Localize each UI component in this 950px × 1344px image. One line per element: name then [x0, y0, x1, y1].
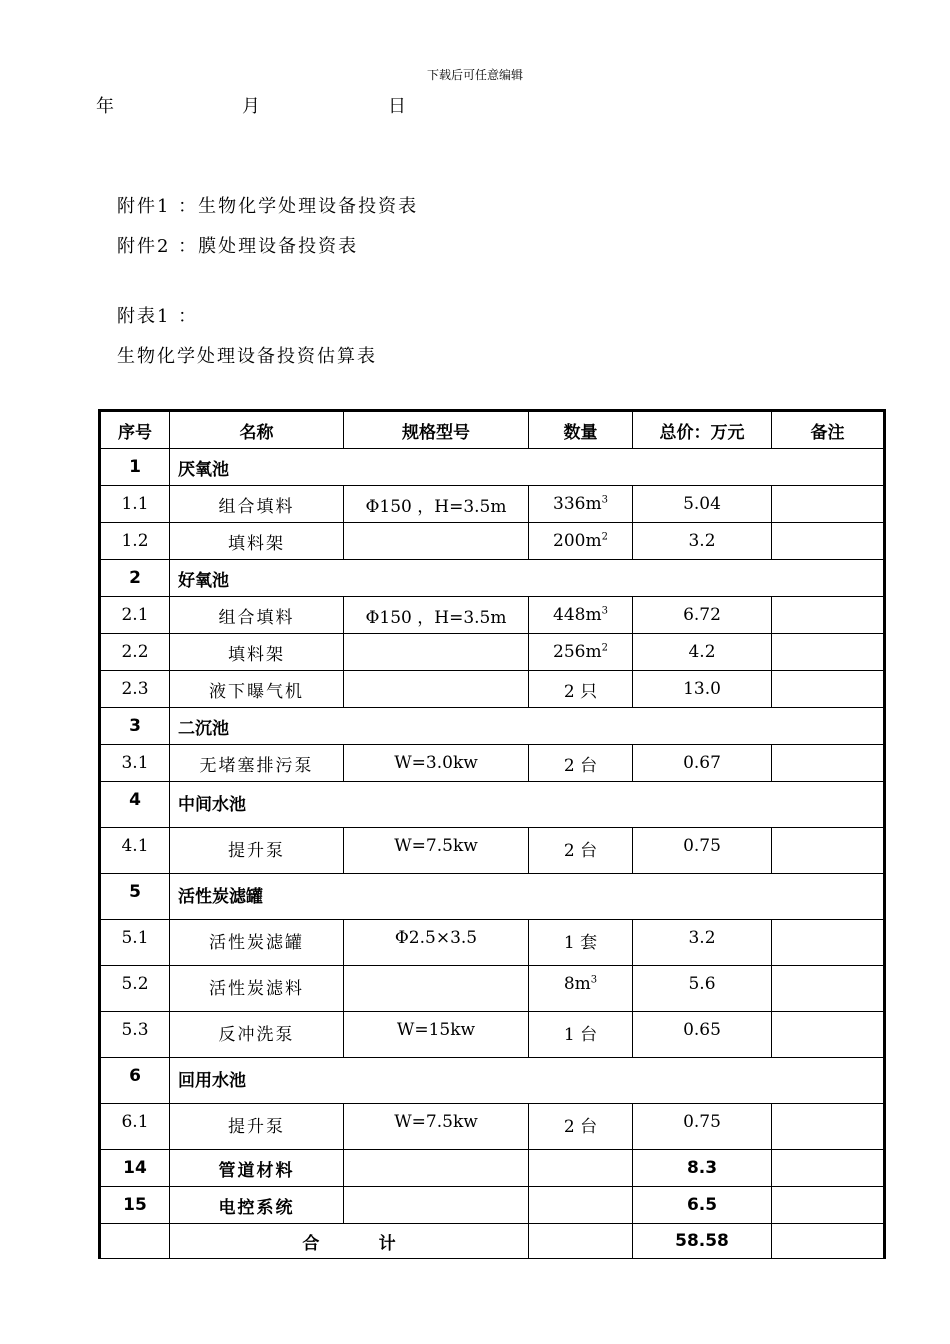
section-name: 二沉池: [170, 708, 885, 745]
table-row: [100, 966, 885, 1012]
table-row: [100, 1150, 885, 1187]
row-number: 2.1: [100, 597, 170, 634]
investment-table: [98, 409, 886, 1259]
row-spec: [344, 523, 529, 560]
row-number: 14: [100, 1150, 170, 1187]
section-number: 3: [100, 708, 170, 745]
row-spec: [344, 966, 529, 1012]
row-name: 填料架: [170, 523, 344, 560]
section-number: 1: [100, 449, 170, 486]
row-name: 电控系统: [170, 1187, 344, 1224]
row-note: [772, 1012, 885, 1058]
row-note: [772, 1104, 885, 1150]
row-spec: Φ150 ，H=3.5m: [344, 486, 529, 523]
appendix-label: 附表1 ：: [117, 306, 199, 327]
row-qty: [529, 671, 633, 708]
section-name: 好氧池: [170, 560, 885, 597]
watermark-text: 下载后可任意编辑: [426, 68, 523, 82]
row-qty-unit-exponent: 2: [601, 531, 608, 543]
row-number: 1.2: [100, 523, 170, 560]
row-number: 6.1: [100, 1104, 170, 1150]
date-month-label: 月: [242, 96, 260, 117]
row-name: 活性炭滤罐: [170, 920, 344, 966]
table-row: [100, 828, 885, 874]
row-note: [772, 486, 885, 523]
row-spec: [344, 671, 529, 708]
row-spec: W=3.0kw: [344, 745, 529, 782]
row-name: 液下曝气机: [170, 671, 344, 708]
row-qty-value: 1 台: [563, 1025, 598, 1045]
table-row: [100, 671, 885, 708]
row-qty-value: 336m: [553, 494, 602, 514]
row-qty-unit-exponent: 3: [601, 494, 608, 506]
table-row: [100, 597, 885, 634]
row-qty: [529, 828, 633, 874]
total-price: 58.58: [633, 1224, 772, 1259]
header-cell-name: 名称: [170, 411, 344, 449]
row-qty: [529, 1187, 633, 1224]
row-note: [772, 671, 885, 708]
row-note: [772, 523, 885, 560]
header-cell-note: 备注: [772, 411, 885, 449]
row-number: 1.1: [100, 486, 170, 523]
header-cell-price: 总价：万元: [633, 411, 772, 449]
total-label: 合 计: [170, 1224, 529, 1259]
row-spec: [344, 634, 529, 671]
table-row: [100, 1012, 885, 1058]
row-price: 8.3: [633, 1150, 772, 1187]
row-qty: [529, 745, 633, 782]
row-qty-value: 2 台: [563, 755, 598, 776]
total-qty-cell: [529, 1224, 633, 1259]
row-note: [772, 745, 885, 782]
row-spec: Φ150 ，H=3.5m: [344, 597, 529, 634]
row-qty-value: 2 只: [563, 681, 598, 702]
row-price: 3.2: [633, 920, 772, 966]
row-qty-unit-exponent: 3: [590, 974, 598, 986]
row-price: 3.2: [633, 523, 772, 560]
row-qty: [529, 634, 633, 671]
row-name: 无堵塞排污泵: [170, 745, 344, 782]
header-cell-qty: 数量: [529, 411, 633, 449]
row-name: 提升泵: [170, 1104, 344, 1150]
row-number: 2.3: [100, 671, 170, 708]
row-spec: W=7.5kw: [344, 828, 529, 874]
row-qty-value: 2 台: [563, 1117, 598, 1137]
row-name: 组合填料: [170, 486, 344, 523]
row-qty-value: 256m: [553, 642, 602, 662]
row-spec: Φ2.5×3.5: [344, 920, 529, 966]
row-price: 4.2: [633, 634, 772, 671]
section-name: 厌氧池: [170, 449, 885, 486]
table-row: [100, 634, 885, 671]
row-number: 4.1: [100, 828, 170, 874]
row-note: [772, 634, 885, 671]
row-price: 0.75: [633, 828, 772, 874]
total-number-cell: [100, 1224, 170, 1259]
section-number: 6: [100, 1058, 170, 1104]
table-header-row: [100, 411, 885, 449]
section-row: [100, 708, 885, 745]
section-row: [100, 1058, 885, 1104]
attachment-2: 附件2 ：膜处理设备投资表: [117, 236, 359, 257]
row-name: 活性炭滤料: [170, 966, 344, 1012]
row-number: 3.1: [100, 745, 170, 782]
row-qty: [529, 1012, 633, 1058]
row-qty: [529, 1150, 633, 1187]
row-note: [772, 828, 885, 874]
row-spec: [344, 1150, 529, 1187]
section-name: 中间水池: [170, 782, 885, 828]
row-price: 5.04: [633, 486, 772, 523]
row-price: 0.75: [633, 1104, 772, 1150]
row-qty-unit-exponent: 3: [601, 605, 608, 617]
row-spec: W=15kw: [344, 1012, 529, 1058]
row-qty: [529, 597, 633, 634]
table-row: [100, 745, 885, 782]
row-note: [772, 1187, 885, 1224]
row-price: 13.0: [633, 671, 772, 708]
table-row: [100, 523, 885, 560]
row-name: 管道材料: [170, 1150, 344, 1187]
row-spec: [344, 1187, 529, 1224]
section-number: 2: [100, 560, 170, 597]
section-name: 回用水池: [170, 1058, 885, 1104]
header-cell-spec: 规格型号: [344, 411, 529, 449]
date-year-label: 年: [96, 96, 114, 117]
row-qty-value: 448m: [553, 605, 602, 625]
row-price: 6.5: [633, 1187, 772, 1224]
total-row: [100, 1224, 885, 1259]
row-qty-value: 8m: [563, 974, 591, 994]
section-number: 4: [100, 782, 170, 828]
header-cell-no: 序号: [100, 411, 170, 449]
section-row: [100, 449, 885, 486]
row-name: 提升泵: [170, 828, 344, 874]
row-qty-value: 2 台: [563, 841, 598, 861]
row-qty-value: 1 套: [563, 933, 598, 953]
section-name: 活性炭滤罐: [170, 874, 885, 920]
date-day-label: 日: [388, 96, 406, 117]
table-title: 生物化学处理设备投资估算表: [117, 346, 377, 367]
attachment-1: 附件1 ：生物化学处理设备投资表: [117, 196, 419, 217]
row-name: 填料架: [170, 634, 344, 671]
row-qty: [529, 523, 633, 560]
section-row: [100, 560, 885, 597]
row-qty: [529, 486, 633, 523]
row-number: 5.3: [100, 1012, 170, 1058]
row-name: 反冲洗泵: [170, 1012, 344, 1058]
row-qty-value: 200m: [553, 531, 602, 551]
row-name: 组合填料: [170, 597, 344, 634]
row-spec: W=7.5kw: [344, 1104, 529, 1150]
row-price: 6.72: [633, 597, 772, 634]
row-number: 5.1: [100, 920, 170, 966]
row-number: 5.2: [100, 966, 170, 1012]
table-row: [100, 1187, 885, 1224]
row-qty: [529, 966, 633, 1012]
row-price: 0.65: [633, 1012, 772, 1058]
table-row: [100, 1104, 885, 1150]
total-note-cell: [772, 1224, 885, 1259]
section-row: [100, 874, 885, 920]
row-note: [772, 1150, 885, 1187]
row-qty-unit-exponent: 2: [601, 642, 608, 654]
section-number: 5: [100, 874, 170, 920]
row-price: 0.67: [633, 745, 772, 782]
section-row: [100, 782, 885, 828]
row-note: [772, 920, 885, 966]
row-qty: [529, 1104, 633, 1150]
row-note: [772, 597, 885, 634]
row-number: 2.2: [100, 634, 170, 671]
row-price: 5.6: [633, 966, 772, 1012]
table-row: [100, 486, 885, 523]
row-number: 15: [100, 1187, 170, 1224]
row-qty: [529, 920, 633, 966]
row-note: [772, 966, 885, 1012]
table-row: [100, 920, 885, 966]
